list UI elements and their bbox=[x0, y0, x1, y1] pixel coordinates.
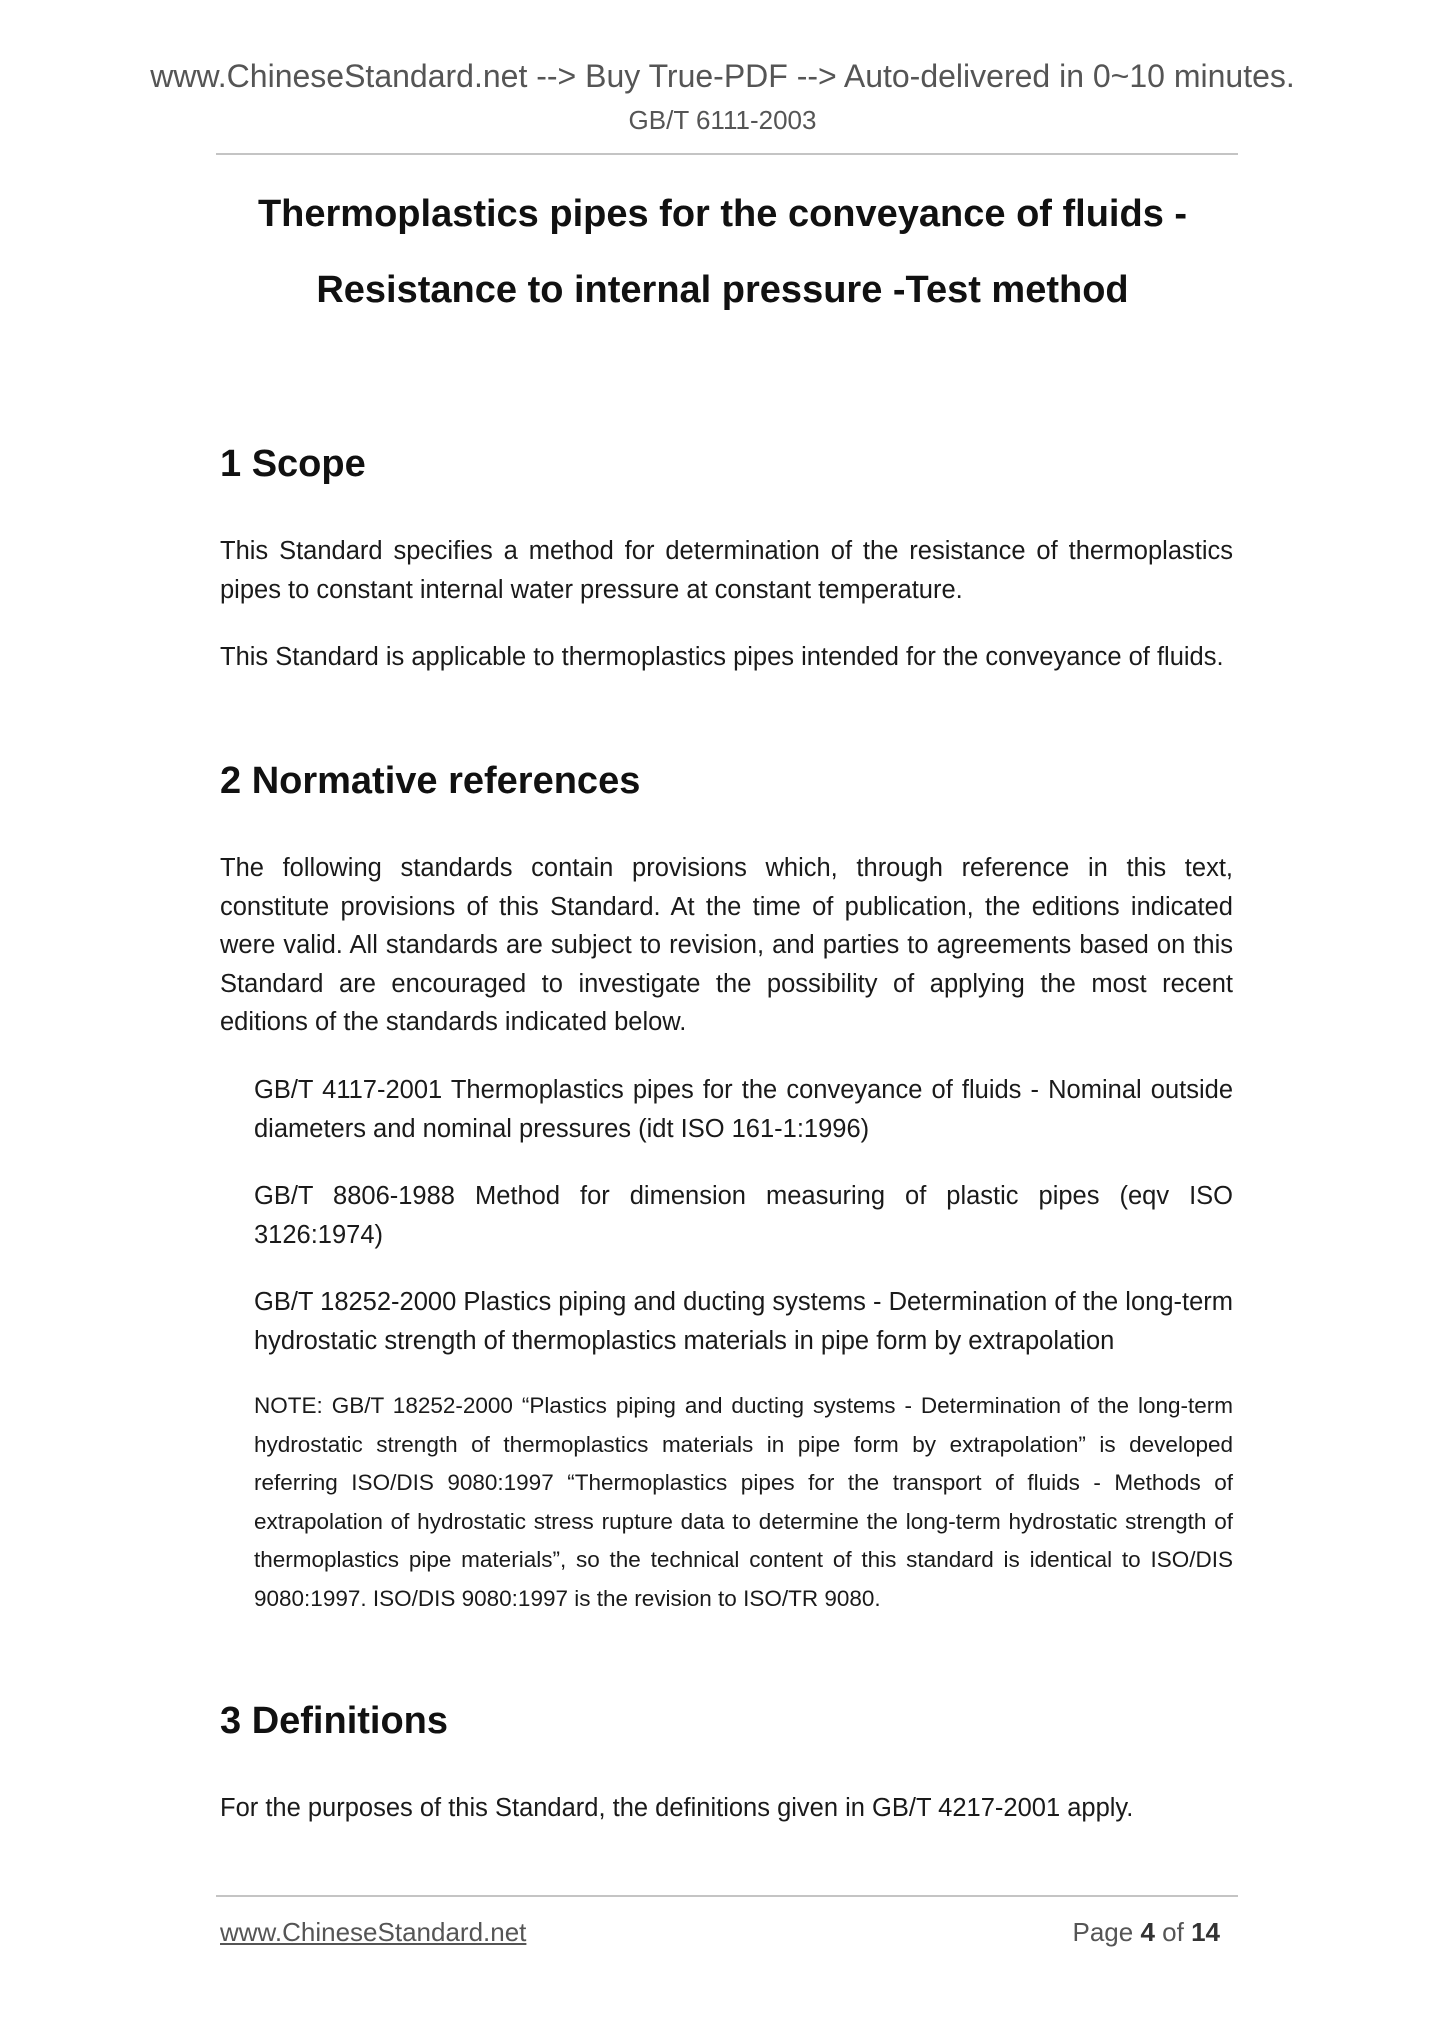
document-title-line2: Resistance to internal pressure -Test method bbox=[316, 269, 1129, 311]
scope-paragraph-1: This Standard specifies a method for determination of the resistance of thermoplastics pipes to constant internal water pressure at constant temperature. bbox=[220, 537, 1233, 604]
definitions-paragraph: For the purposes of this Standard, the definitions given in GB/T 4217-2001 apply. bbox=[220, 1794, 1134, 1822]
page-total: 14 bbox=[1191, 1917, 1220, 1947]
section-heading-references: 2 Normative references bbox=[220, 760, 641, 802]
scope-paragraph-2: This Standard is applicable to thermoplastics pipes intended for the conveyance of fluids. bbox=[220, 643, 1224, 671]
page-label: Page bbox=[1072, 1917, 1134, 1947]
header-banner: www.ChineseStandard.net --> Buy True-PDF --> Auto-delivered in 0~10 minutes. bbox=[150, 58, 1295, 94]
footer-divider bbox=[216, 1895, 1238, 1897]
header-standard-code: GB/T 6111-2003 bbox=[628, 105, 817, 135]
footer-site-link[interactable]: www.ChineseStandard.net bbox=[220, 1917, 527, 1947]
section-heading-scope: 1 Scope bbox=[220, 443, 366, 485]
page-number bbox=[1072, 1915, 1220, 1949]
reference-item: GB/T 18252-2000 Plastics piping and ducting systems - Determination of the long-term hydrostatic strength of thermoplastics materials in pipe form by extrapolation bbox=[254, 1288, 1233, 1355]
header-divider bbox=[216, 153, 1238, 155]
section-heading-definitions: 3 Definitions bbox=[220, 1700, 449, 1742]
document-title-line1: Thermoplastics pipes for the conveyance of fluids - bbox=[257, 193, 1188, 235]
page-of-label: of bbox=[1162, 1917, 1184, 1947]
reference-item: GB/T 8806-1988 Method for dimension measuring of plastic pipes (eqv ISO 3126:1974) bbox=[254, 1182, 1233, 1249]
reference-item: GB/T 4117-2001 Thermoplastics pipes for the conveyance of fluids - Nominal outside diameters and nominal pressures (idt ISO 161-1:1996) bbox=[254, 1076, 1233, 1143]
references-note: NOTE: GB/T 18252-2000 “Plastics piping and ducting systems - Determination of the long-term hydrostatic strength of thermoplastics materials in pipe form by extrapolation” is developed referring ISO/DIS 9080:1997 “Thermoplastics pipes for the transport of fluids - Methods of extrapolation of hydrostatic stress rupture data to determine the long-term hydrostatic strength of thermoplastics pipe materials”, so the technical content of this standard is identical to ISO/DIS 9080:1997. ISO/DIS 9080:1997 is the revision to ISO/TR 9080. bbox=[254, 1393, 1233, 1611]
references-intro: The following standards contain provisions which, through reference in this text, constitute provisions of this Standard. At the time of publication, the editions indicated were valid. All standards are subject to revision, and parties to agreements based on this Standard are encouraged to investigate the possibility of applying the most recent editions of the standards indicated below. bbox=[220, 854, 1233, 1036]
page-current: 4 bbox=[1140, 1917, 1155, 1947]
